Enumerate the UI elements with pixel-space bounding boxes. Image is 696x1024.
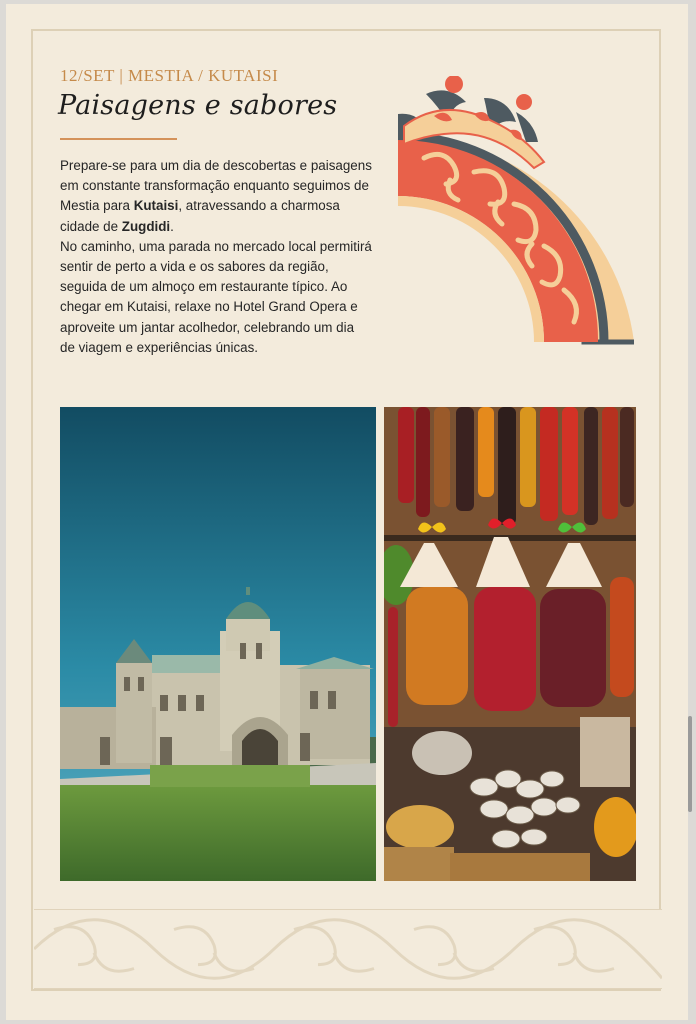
cathedral-photo xyxy=(60,407,376,881)
title-divider xyxy=(60,138,177,140)
paragraph-1 xyxy=(60,156,372,237)
p1-bold-zugdidi: Zugdidi xyxy=(121,218,171,234)
decorative-pattern-band xyxy=(34,909,662,989)
p1-bold-kutaisi: Kutaisi xyxy=(133,198,179,214)
georgian-ornament-illustration xyxy=(394,76,644,346)
scrollbar-thumb[interactable] xyxy=(688,716,692,812)
paragraph-2: No caminho, uma parada no mercado local permitirá sentir de perto a vida e os sabores da região, seguida de um almoço em restaurante típico. Ao chegar em Kutaisi, relaxe no Hotel Grand Opera e aproveite um jantar acolhedor, celebrando um dia de viagem e experiências únicas. xyxy=(60,238,372,355)
p1-text-a: Prepare-se para um dia de descobertas e paisagens em constante transformação enquanto seguimos de Mestia para xyxy=(60,158,372,214)
p1-text-c: , atravessando a charmosa cidade de xyxy=(60,198,340,234)
p1-text-e: . xyxy=(170,218,174,234)
date-route-eyebrow: 12/SET | MESTIA / KUTAISI xyxy=(60,66,279,85)
description-text xyxy=(60,156,372,358)
page-title: Paisagens e sabores xyxy=(58,90,338,121)
churchkhela-market-photo xyxy=(384,407,636,881)
